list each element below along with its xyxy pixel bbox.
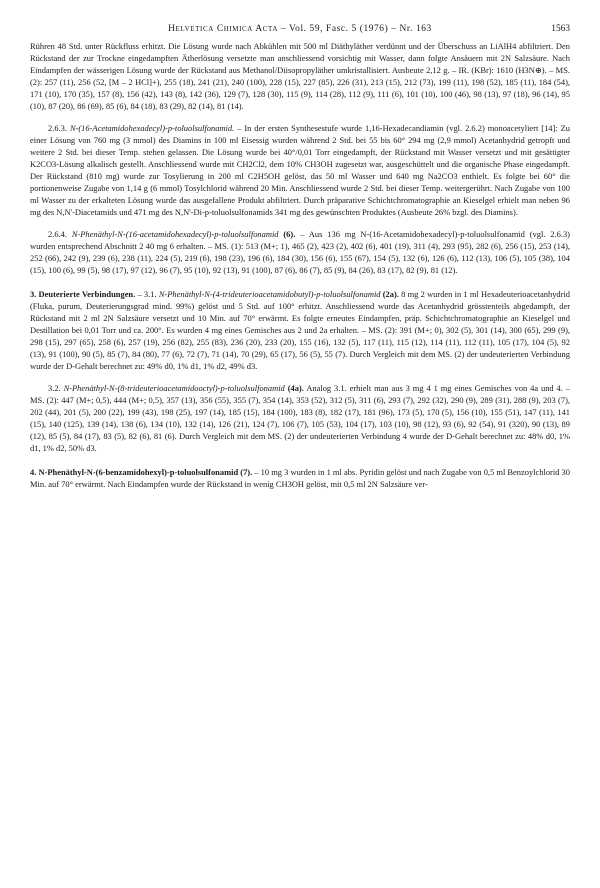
- compound-label: (2a).: [382, 289, 399, 299]
- section-text: – Aus 136 mg N-(16-Acetamidohexadecyl)-p-toluolsulfonamid (vgl. 2.6.3) wurden entsprechend Abschnitt 2 40 mg 6 erhalten. – MS. (1): 513 (M+; 1), 465 (2), 423 (2), 402 (6), 401 (19), 311 (4), 293 (95), 282 (6), 256 (15), 253 (14), 252 (66), 242 (9), 239 (6), 238 (11), 224 (5), 219 (6), 198 (23), 196 (6), 184 (30), 156 (6), 155 (67), 154 (5), 132 (6), 126 (6), 112 (13), 106 (5), 105 (38), 104 (15), 100 (6), 99 (5), 98 (17), 97 (12), 96 (7), 95 (10), 92 (13), 91 (100), 87 (6), 86 (7), 85 (9), 84 (26), 83 (17), 82 (9), 81 (12).: [30, 229, 570, 275]
- section-heading: 3. Deuterierte Verbindungen.: [30, 289, 136, 299]
- section-heading: 4. N-Phenäthyl-N-(6-benzamidohexyl)-p-toluolsulfonamid (7).: [30, 467, 253, 477]
- section-title: N-Phenäthyl-N-(4-trideuterioacetamidobutyl)-p-toluolsulfonamid: [158, 289, 381, 299]
- section-3: [30, 288, 570, 372]
- section-4: [30, 466, 570, 490]
- section-title: N-Phenäthyl-N-(16-acetamidohexadecyl)-p-toluolsulfonamid: [71, 229, 279, 239]
- section-3-2: [30, 382, 570, 454]
- page-number: 1563: [551, 24, 570, 34]
- section-2-6-4: [30, 228, 570, 276]
- journal-name: Helvetica Chimica Acta: [168, 24, 278, 34]
- section-number: 2.6.4.: [48, 229, 67, 239]
- section-text: 8 mg 2 wurden in 1 ml Hexadeuterioacetanhydrid (Fluka, purum, Deuterierungsgrad mind. 99%) gelöst und 5 Std. auf 100° erhitzt. Anschliessend wurde das Acetanhydrid grösstenteils abgedampft, der Rückstand mit 2 ml 2N Salzsäure versetzt und 10 Min. auf 70° erwärmt. Es folgte erneutes Eindampfen, präp. Schichtchromatographie an Kieselgel und Destillation bei 0,01 Torr und ca. 200°. Es wurden 4 mg eines Gemisches aus 2 und 2a erhalten. – MS. (2): 391 (M+; 0), 302 (5), 301 (14), 300 (65), 299 (9), 298 (15), 297 (65), 258 (6), 257 (19), 256 (82), 255 (83), 236 (20), 233 (20), 155 (16), 132 (5), 117 (11), 115 (12), 114 (11), 112 (11), 105 (17), 104 (5), 92 (13), 91 (100), 90 (5), 85 (7), 84 (80), 77 (6), 72 (7), 71 (14), 70 (29), 65 (17), 56 (5), 55 (7). Durch Vergleich mit dem MS. (2) der undeuterierten Verbindung wurde der D-Gehalt berechnet zu: 49% d0, 1% d1, 1% d2, 49% d3.: [30, 289, 571, 371]
- section-title: N-Phenäthyl-N-(8-trideuterioacetamidooctyl)-p-toluolsulfonamid: [63, 383, 285, 393]
- section-number: 3.2.: [48, 383, 61, 393]
- section-text: – In der ersten Synthesestufe wurde 1,16-Hexadecandiamin (vgl. 2.6.2) monoacetyliert [14]: Zu einer Lösung von 760 mg (3 mmol) des Diamins in 100 ml Eisessig wurden während 2 Std. bei 55 bis 60° 294 mg (2,9 mmol) Acetanhydrid getropft und weitere 2 Std. bei dieser Temp. stehen gelassen. Die Lösung wurde bei 40°/0,01 Torr eingedampft, der Rückstand mit Wasser versetzt und mit gesättigter K2CO3-Lösung alkalisch gestellt. Anschliessend wurde mit CH2Cl2, dem 10% CH3OH zugesetzt war, ausgeschüttelt und die organische Phase eingedampft. Der Rückstand (810 mg) wurde zur Tosylierung in 200 ml C2H5OH gelöst, das 50 ml Wasser und 640 mg Na2CO3 enthielt. Es folgte bei 60° die portionenweise Zugabe von 1,14 g (6 mmol) Tosylchlorid während 20 Min. Anschliessend wurde 2 Std. bei dieser Temp. weitergerührt. Nach Zugabe von 100 ml Wasser zu der erkalteten Lösung wurde das ausgefallene Produkt abfiltriert. Durch präparative Schichtchromatographie an Kieselgel erhielt man neben 96 mg des N,N'-Diacetamids und 471 mg des N,N'-Di-p-toluolsulfonamids 341 mg des gewünschten Produktes (Ausbeute 26% bzgl. des Diamins).: [30, 123, 570, 217]
- section-2-6-3: [30, 122, 570, 218]
- section-title: N-(16-Acetamidohexadecyl)-p-toluolsulfonamid.: [69, 123, 235, 133]
- section-text: – 10 mg 3 wurden in 1 ml abs. Pyridin gelöst und nach Zugabe von 0,5 ml Benzoylchlorid 30 Min. auf 70° erwärmt. Nach Eindampfen wurde der Rückstand in wenig CH3OH gelöst, mit 0,5 ml 2N Salzsäure ver-: [30, 467, 570, 489]
- paragraph-text: Rühren 48 Std. unter Rückfluss erhitzt. Die Lösung wurde nach Abkühlen mit 500 ml Diäthyläther verdünnt und der Überschuss an LiAlH4 abfiltriert. Den Rückstand der zur Trockne eingedampften Ätherlösung versetzte man anschliessend vorsichtig mit Wasser, dann folgte Ansäuern mit 2N Salzsäure. Nach Eindampfen der wässerigen Lösung wurde der Rückstand aus Methanol/Diisopropyläther umkristallisiert. Ausbeute 2,12 g. – IR. (KBr): 1610 (H3N⊕). – MS. (2): 257 (11), 256 (52, [M – 2 HCl]+), 255 (18), 241 (21), 240 (100), 228 (15), 227 (85), 226 (31), 213 (15), 212 (73), 199 (11), 198 (52), 185 (11), 184 (54), 171 (10), 170 (35), 157 (8), 156 (42), 143 (8), 142 (36), 129 (7), 128 (30), 115 (9), 114 (28), 112 (9), 111 (6), 101 (10), 100 (46), 98 (13), 97 (18), 96 (14), 95 (10), 87 (20), 86 (69), 85 (6), 84 (18), 83 (29), 82 (14), 81 (14).: [30, 41, 570, 111]
- running-header: [30, 24, 570, 40]
- compound-label: (6).: [283, 229, 296, 239]
- section-text: Analog 3.1. erhielt man aus 3 mg 4 1 mg eines Gemisches von 4a und 4. – MS. (2): 447 (M+; 0,5), 444 (M+; 0,5), 357 (13), 356 (55), 355 (7), 354 (14), 353 (52), 312 (5), 311 (6), 293 (7), 292 (32), 290 (9), 289 (31), 288 (9), 203 (7), 202 (44), 201 (5), 200 (22), 199 (43), 198 (25), 197 (14), 185 (15), 184 (100), 183 (8), 182 (17), 181 (96), 173 (5), 170 (5), 156 (10), 155 (51), 147 (11), 141 (15), 140 (125), 139 (14), 138 (6), 134 (10), 132 (14), 126 (21), 124 (7), 106 (7), 105 (53), 104 (17), 103 (10), 98 (12), 93 (6), 92 (54), 91 (320), 90 (13), 89 (12), 85 (5), 84 (17), 83 (5), 82 (6), 81 (6). Durch Vergleich mit dem MS. (2) der undeuterierten Verbindung 4 wurde der D-Gehalt berechnet zu: 48% d0, 1% d1, 1% d2, 50% d3.: [30, 383, 570, 453]
- issue-info: – Vol. 59, Fasc. 5 (1976) – Nr. 163: [280, 24, 432, 34]
- section-number: – 3.1.: [137, 289, 157, 299]
- compound-label: (4a).: [287, 383, 304, 393]
- section-number: 2.6.3.: [48, 123, 67, 133]
- paragraph-continued: [30, 40, 570, 112]
